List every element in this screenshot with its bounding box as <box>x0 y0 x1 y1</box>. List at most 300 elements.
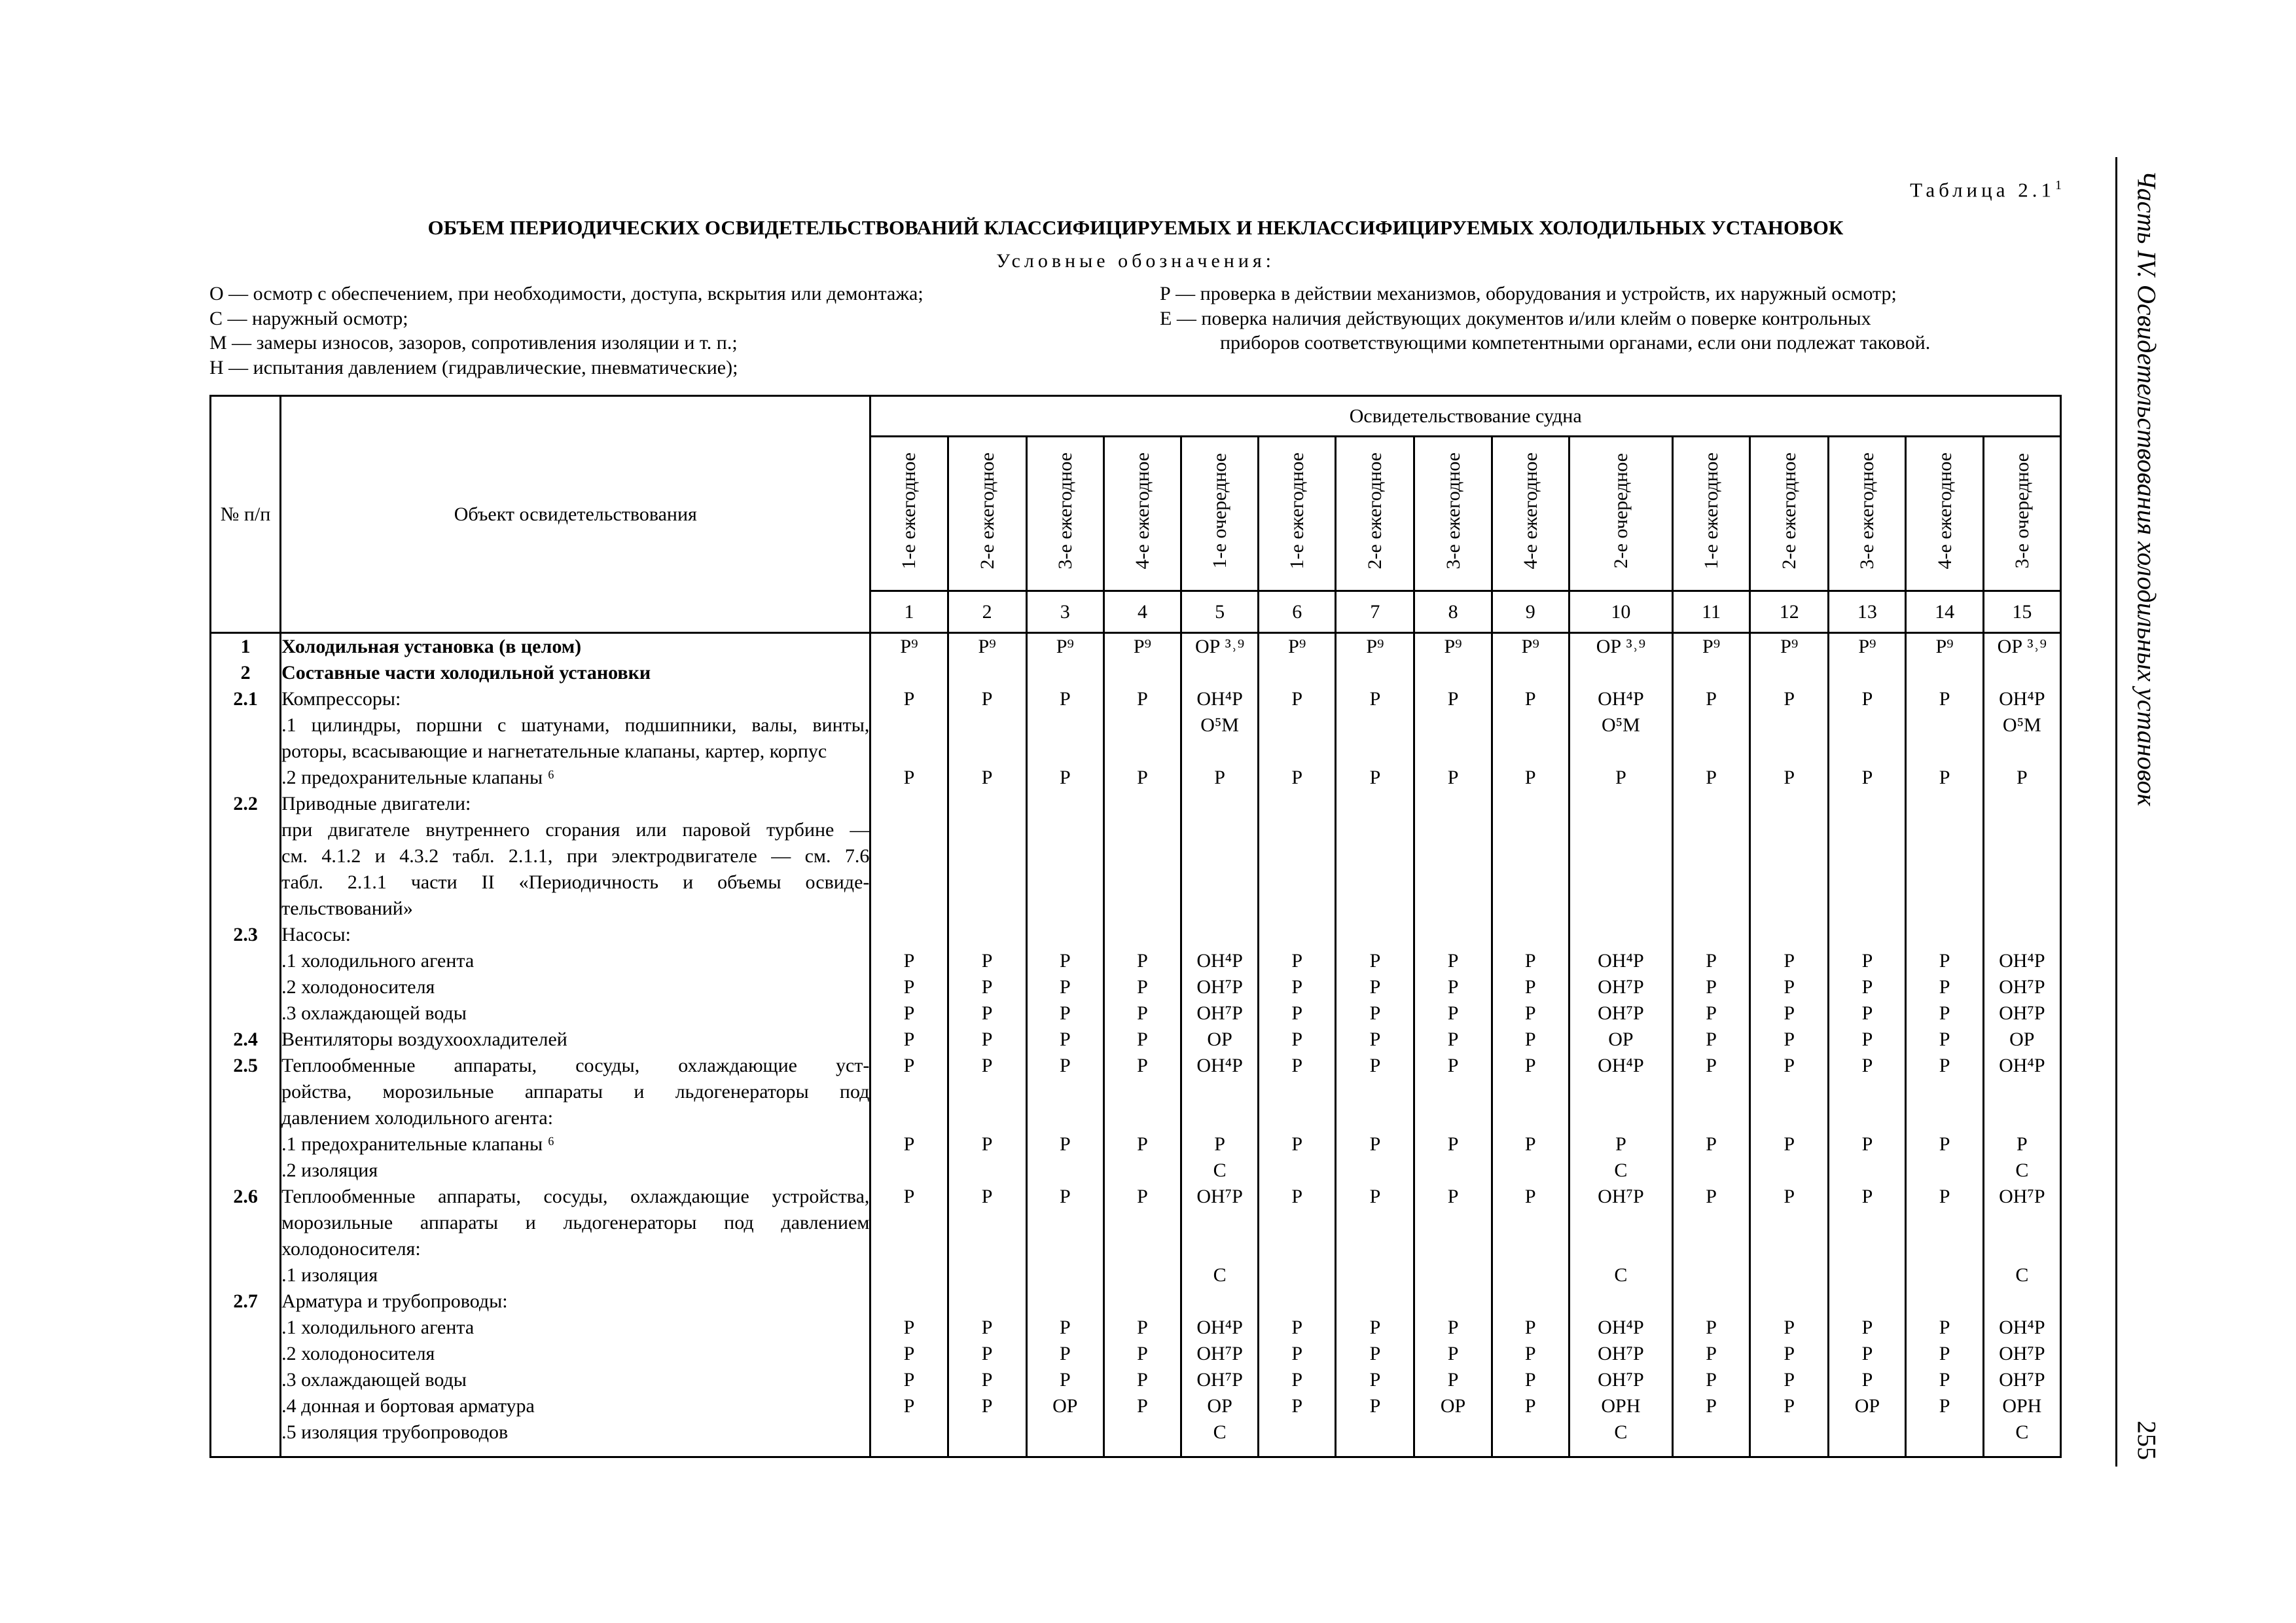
survey-value <box>1105 712 1180 739</box>
object-text: роторы, всасывающие и нагнетательные клапаны, картер, корпус <box>281 740 827 762</box>
survey-value: ОН⁷Р <box>1196 1186 1243 1207</box>
survey-value: Р <box>1784 1343 1795 1364</box>
column-number: 6 <box>1259 591 1336 633</box>
survey-value <box>1028 1236 1103 1262</box>
survey-value: ОН⁷Р <box>1196 1369 1243 1391</box>
survey-value <box>949 843 1026 869</box>
survey-value <box>1674 1262 1749 1288</box>
survey-value <box>1907 791 1982 817</box>
row-number <box>211 1105 279 1131</box>
survey-value: Р <box>1059 1369 1071 1391</box>
survey-value <box>1415 922 1490 948</box>
survey-value: Р <box>1137 1186 1148 1207</box>
survey-value: Р <box>1706 1029 1717 1050</box>
survey-value: Р <box>1059 950 1071 972</box>
survey-value <box>1028 1105 1103 1131</box>
row-number: 2.3 <box>233 924 258 945</box>
survey-value <box>1674 817 1749 843</box>
row-number <box>211 948 279 974</box>
object-text: Холодильная установка (в целом) <box>281 636 582 657</box>
survey-value: Р <box>1369 1317 1381 1338</box>
survey-value: Р <box>1706 688 1717 710</box>
survey-value: Р <box>1291 1343 1303 1364</box>
survey-value-column <box>1103 633 1181 1457</box>
survey-value <box>1336 660 1413 686</box>
survey-value: Р <box>1861 1317 1873 1338</box>
survey-value: Р <box>1369 1369 1381 1391</box>
survey-value: ОРН <box>1601 1395 1641 1417</box>
survey-value: Р <box>1861 1133 1873 1155</box>
survey-value <box>1028 843 1103 869</box>
survey-value <box>1570 1236 1672 1262</box>
survey-value <box>1829 896 1905 922</box>
survey-value: ОР <box>2009 1029 2035 1050</box>
survey-value: ОН⁴Р <box>1598 688 1644 710</box>
row-number <box>211 1210 279 1236</box>
survey-value <box>1829 1288 1905 1315</box>
survey-value <box>949 1079 1026 1105</box>
survey-value: Р <box>1291 1029 1303 1050</box>
survey-value: Р <box>981 1002 993 1024</box>
row-number <box>211 1158 279 1184</box>
row-number: 2 <box>240 662 251 684</box>
survey-value: ОР <box>1608 1029 1634 1050</box>
survey-value <box>871 739 946 765</box>
survey-value <box>1984 739 2060 765</box>
survey-value: ОН⁴Р <box>1598 1317 1644 1338</box>
survey-value <box>1493 843 1568 869</box>
survey-value-column <box>870 633 948 1457</box>
survey-value: ОН⁷Р <box>1196 1343 1243 1364</box>
survey-value <box>1751 1419 1827 1446</box>
survey-value: Р <box>1447 1055 1459 1076</box>
survey-value <box>1907 739 1982 765</box>
survey-value <box>1907 1210 1982 1236</box>
survey-value <box>1984 922 2060 948</box>
survey-value <box>1028 896 1103 922</box>
object-text: Составные части холодильной установки <box>281 662 651 684</box>
survey-value <box>1336 1419 1413 1446</box>
object-text: .1 предохранительные клапаны ⁶ <box>281 1133 555 1155</box>
column-number: 9 <box>1492 591 1569 633</box>
object-text: .2 холодоносителя <box>281 1343 435 1364</box>
object-text: см. 4.1.2 и 4.3.2 табл. 2.1.1, при электродвигателе — см. 7.6 <box>281 845 870 867</box>
survey-value: Р <box>903 1055 915 1076</box>
survey-value: ОН⁷Р <box>1196 976 1243 998</box>
row-number <box>211 1000 279 1027</box>
survey-value: Р <box>1369 1055 1381 1076</box>
survey-value <box>1105 791 1180 817</box>
num-column <box>211 633 281 1457</box>
survey-value <box>1493 896 1568 922</box>
object-text: .3 охлаждающей воды <box>281 1369 467 1391</box>
survey-value <box>1182 817 1257 843</box>
survey-value: Р <box>1706 1317 1717 1338</box>
survey-value: Р <box>1524 1395 1536 1417</box>
legend-item: Р — проверка в действии механизмов, оборудования и устройств, их наружный осмотр; <box>1160 283 1897 304</box>
survey-value: Р <box>903 1317 915 1338</box>
row-number <box>211 843 279 869</box>
survey-value: Р <box>1137 688 1148 710</box>
survey-value: Р <box>1524 976 1536 998</box>
survey-value <box>1751 791 1827 817</box>
survey-value-column <box>1259 633 1336 1457</box>
object-text: Теплообменные аппараты, сосуды, охлаждающие устройства, <box>281 1186 870 1207</box>
survey-value: Р <box>1861 1369 1873 1391</box>
survey-value <box>1984 817 2060 843</box>
survey-value <box>1259 1105 1335 1131</box>
survey-value: Р <box>1137 1369 1148 1391</box>
survey-value <box>1336 922 1413 948</box>
survey-value: Р <box>1706 976 1717 998</box>
survey-value: Р <box>1939 1133 1950 1155</box>
survey-value <box>1336 1262 1413 1288</box>
survey-value <box>1984 1079 2060 1105</box>
survey-value <box>1415 869 1490 896</box>
survey-value <box>1105 843 1180 869</box>
survey-value <box>871 1236 946 1262</box>
survey-value <box>1907 660 1982 686</box>
survey-value: ОН⁴Р <box>1999 1317 2045 1338</box>
survey-value: Р <box>1939 1055 1950 1076</box>
survey-value: Р <box>1291 976 1303 998</box>
survey-value <box>1105 896 1180 922</box>
survey-value <box>1570 922 1672 948</box>
survey-value <box>1336 1158 1413 1184</box>
survey-value: Р <box>1447 1343 1459 1364</box>
survey-value <box>1493 1079 1568 1105</box>
survey-value <box>871 896 946 922</box>
survey-value <box>1415 843 1490 869</box>
survey-value <box>1984 1236 2060 1262</box>
object-text: Приводные двигатели: <box>281 793 471 814</box>
survey-value <box>1028 660 1103 686</box>
survey-value: Р <box>1447 1317 1459 1338</box>
survey-value: Р <box>1524 688 1536 710</box>
survey-value: Р <box>1939 767 1950 788</box>
survey-value <box>1751 896 1827 922</box>
survey-value: Р <box>1939 1186 1950 1207</box>
survey-value: Р <box>1861 1186 1873 1207</box>
survey-value <box>1570 739 1672 765</box>
survey-value: ОР <box>1207 1029 1232 1050</box>
survey-value: Р⁹ <box>1444 636 1462 657</box>
survey-value: Р <box>1369 1343 1381 1364</box>
survey-value <box>1674 922 1749 948</box>
survey-value <box>949 1210 1026 1236</box>
survey-column-header: 4-е ежегодное <box>1492 437 1569 591</box>
object-text: .1 изоляция <box>281 1264 378 1286</box>
survey-value: Р <box>981 1317 993 1338</box>
survey-value <box>1182 869 1257 896</box>
survey-value: Р <box>1524 1029 1536 1050</box>
survey-value: Р⁹ <box>1702 636 1721 657</box>
survey-value: Р <box>1369 976 1381 998</box>
survey-value <box>1182 843 1257 869</box>
survey-value <box>1182 1236 1257 1262</box>
row-number <box>211 1315 279 1341</box>
header-survey-group: Освидетельствование судна <box>870 396 2061 437</box>
survey-value <box>1493 922 1568 948</box>
survey-value <box>1751 739 1827 765</box>
survey-value <box>1182 1210 1257 1236</box>
survey-value <box>1336 1236 1413 1262</box>
survey-column-header: 3-е ежегодное <box>1026 437 1103 591</box>
survey-value: Р <box>1137 976 1148 998</box>
survey-value: Р⁹ <box>1133 636 1152 657</box>
survey-value <box>1336 1079 1413 1105</box>
survey-value: ОН⁷Р <box>1999 1002 2045 1024</box>
survey-value: Р <box>1939 1317 1950 1338</box>
survey-column-header: 2-е ежегодное <box>1336 437 1414 591</box>
survey-column-header: 3-е ежегодное <box>1829 437 1906 591</box>
survey-value: Р <box>903 767 915 788</box>
survey-value <box>1415 1158 1490 1184</box>
survey-value <box>1829 1158 1905 1184</box>
survey-value <box>1907 1288 1982 1315</box>
survey-value: Р <box>981 976 993 998</box>
survey-value: С <box>1213 1159 1227 1181</box>
survey-value <box>1984 1210 2060 1236</box>
page-number: 255 <box>2132 1421 2162 1460</box>
survey-value <box>1415 817 1490 843</box>
object-text: .3 охлаждающей воды <box>281 1002 467 1024</box>
survey-column-header: 2-е ежегодное <box>948 437 1026 591</box>
side-rule <box>2115 157 2117 1467</box>
object-text: .1 холодильного агента <box>281 1317 475 1338</box>
survey-value: Р <box>1137 1029 1148 1050</box>
survey-value <box>871 712 946 739</box>
survey-value: Р <box>1784 1055 1795 1076</box>
survey-value: Р <box>1706 1395 1717 1417</box>
survey-value <box>1829 1210 1905 1236</box>
survey-value <box>1829 712 1905 739</box>
survey-value: ОР <box>1440 1395 1466 1417</box>
survey-value-column <box>1181 633 1259 1457</box>
survey-value <box>1907 1158 1982 1184</box>
survey-value <box>1415 739 1490 765</box>
survey-value: Р <box>1706 1343 1717 1364</box>
survey-value <box>1829 869 1905 896</box>
survey-value <box>1259 739 1335 765</box>
survey-value <box>949 1105 1026 1131</box>
survey-value <box>1751 1105 1827 1131</box>
survey-value <box>1751 1262 1827 1288</box>
survey-value <box>1984 660 2060 686</box>
survey-value: О⁵М <box>2002 714 2041 736</box>
survey-value <box>1028 712 1103 739</box>
survey-value <box>1984 791 2060 817</box>
survey-value <box>1493 739 1568 765</box>
row-number: 2.1 <box>233 688 258 710</box>
survey-value: Р <box>1059 1002 1071 1024</box>
survey-value: Р <box>1447 950 1459 972</box>
survey-value: Р <box>1369 1029 1381 1050</box>
survey-value <box>1751 817 1827 843</box>
survey-value <box>1259 1079 1335 1105</box>
survey-value <box>1907 1419 1982 1446</box>
survey-value: Р <box>1784 950 1795 972</box>
object-text: давлением холодильного агента: <box>281 1107 554 1129</box>
survey-value <box>871 1158 946 1184</box>
survey-value: Р <box>1137 1395 1148 1417</box>
survey-table <box>209 395 2062 1458</box>
survey-value: Р <box>1861 1055 1873 1076</box>
survey-value: Р <box>1447 1369 1459 1391</box>
column-number: 1 <box>870 591 948 633</box>
survey-value <box>1028 1419 1103 1446</box>
survey-value: Р <box>1291 1055 1303 1076</box>
column-number: 11 <box>1673 591 1750 633</box>
survey-value: Р <box>1784 1002 1795 1024</box>
survey-value: Р <box>1447 1133 1459 1155</box>
survey-value: Р <box>1784 767 1795 788</box>
survey-value: Р <box>1369 767 1381 788</box>
survey-value <box>1182 1105 1257 1131</box>
survey-value <box>1570 843 1672 869</box>
survey-value <box>1415 1079 1490 1105</box>
survey-value: Р <box>981 767 993 788</box>
survey-value: С <box>2015 1159 2029 1181</box>
survey-column-header: 2-е очередное <box>1569 437 1672 591</box>
survey-value: Р <box>1059 1343 1071 1364</box>
object-text: тельствований» <box>281 898 413 919</box>
survey-value: ОН⁴Р <box>1196 950 1243 972</box>
row-number: 2.4 <box>233 1029 258 1050</box>
survey-value <box>871 791 946 817</box>
survey-value: Р <box>1784 1029 1795 1050</box>
survey-value <box>1493 712 1568 739</box>
survey-value: Р <box>1137 1343 1148 1364</box>
survey-value: Р <box>1706 950 1717 972</box>
survey-value <box>1570 896 1672 922</box>
survey-value <box>1105 1288 1180 1315</box>
survey-value: Р <box>1784 1369 1795 1391</box>
survey-value: Р <box>1939 1002 1950 1024</box>
survey-value: Р <box>981 1395 993 1417</box>
survey-value <box>1415 1419 1490 1446</box>
survey-value <box>1907 712 1982 739</box>
survey-value <box>1674 1210 1749 1236</box>
column-number: 5 <box>1181 591 1259 633</box>
survey-value <box>1105 817 1180 843</box>
survey-value-column <box>1829 633 1906 1457</box>
survey-value <box>949 1419 1026 1446</box>
survey-value: Р <box>1524 1055 1536 1076</box>
survey-value: Р <box>1706 1002 1717 1024</box>
survey-value <box>1259 791 1335 817</box>
survey-value: Р <box>1059 1055 1071 1076</box>
survey-value <box>949 922 1026 948</box>
survey-value: Р <box>1291 950 1303 972</box>
survey-value <box>1570 1210 1672 1236</box>
survey-value: ОН⁷Р <box>1598 1369 1644 1391</box>
survey-value: Р <box>1059 1317 1071 1338</box>
survey-value <box>1674 843 1749 869</box>
survey-value <box>1336 791 1413 817</box>
object-column <box>281 633 870 1457</box>
survey-value: Р <box>1524 1317 1536 1338</box>
survey-value <box>1570 869 1672 896</box>
survey-value: Р <box>903 1002 915 1024</box>
survey-value: Р <box>903 688 915 710</box>
survey-value: С <box>2015 1264 2029 1286</box>
survey-value: Р <box>1369 1002 1381 1024</box>
survey-value <box>949 1288 1026 1315</box>
object-text: Насосы: <box>281 924 351 945</box>
survey-value: Р <box>1369 688 1381 710</box>
survey-value <box>1829 739 1905 765</box>
survey-value <box>1105 660 1180 686</box>
survey-value: Р <box>1291 1395 1303 1417</box>
survey-value: Р <box>1939 950 1950 972</box>
row-number: 2.6 <box>233 1186 258 1207</box>
survey-value: Р <box>981 1133 993 1155</box>
column-number: 12 <box>1750 591 1829 633</box>
survey-value <box>1751 712 1827 739</box>
survey-value <box>1493 869 1568 896</box>
survey-value: Р <box>1137 1002 1148 1024</box>
survey-value: Р <box>1939 688 1950 710</box>
survey-value: Р <box>903 1369 915 1391</box>
survey-value <box>1674 1158 1749 1184</box>
survey-value <box>871 843 946 869</box>
column-number: 7 <box>1336 591 1414 633</box>
legend-item: приборов соответствующими компетентными органами, если они подлежат таковой. <box>1220 332 1931 354</box>
survey-value: Р <box>1861 688 1873 710</box>
survey-value <box>1182 660 1257 686</box>
survey-value <box>1259 1210 1335 1236</box>
survey-value: Р <box>981 1029 993 1050</box>
survey-value <box>871 1262 946 1288</box>
survey-value: ОН⁷Р <box>1598 1186 1644 1207</box>
survey-value <box>1415 1236 1490 1262</box>
survey-value <box>1493 1419 1568 1446</box>
survey-value: О⁵М <box>1602 714 1640 736</box>
survey-value <box>1829 660 1905 686</box>
survey-value <box>1105 1262 1180 1288</box>
survey-value <box>1182 922 1257 948</box>
survey-value <box>1182 791 1257 817</box>
survey-value <box>949 1158 1026 1184</box>
survey-value <box>871 660 946 686</box>
survey-value: Р <box>1861 1002 1873 1024</box>
survey-value: Р <box>1861 950 1873 972</box>
survey-value <box>1674 660 1749 686</box>
survey-value: Р <box>1939 1343 1950 1364</box>
survey-value: Р <box>1784 1186 1795 1207</box>
survey-value <box>1493 1105 1568 1131</box>
survey-value <box>1493 1158 1568 1184</box>
legend-item: Е — поверка наличия действующих документов и/или клейм о поверке контрольных <box>1160 307 1871 329</box>
survey-value <box>871 817 946 843</box>
survey-value <box>1570 1288 1672 1315</box>
survey-value <box>1751 1158 1827 1184</box>
survey-value <box>949 739 1026 765</box>
object-text: .4 донная и бортовая арматура <box>281 1395 535 1417</box>
survey-value <box>1182 1079 1257 1105</box>
survey-value: ОН⁷Р <box>1598 1002 1644 1024</box>
row-number <box>211 712 279 739</box>
survey-value <box>1415 896 1490 922</box>
row-number <box>211 896 279 922</box>
survey-value: Р <box>2016 767 2028 788</box>
legend-left <box>209 282 924 380</box>
row-number <box>211 739 279 765</box>
survey-value: Р <box>1524 1343 1536 1364</box>
legend-heading: Условные обозначения: <box>996 250 1276 272</box>
survey-value <box>1336 712 1413 739</box>
